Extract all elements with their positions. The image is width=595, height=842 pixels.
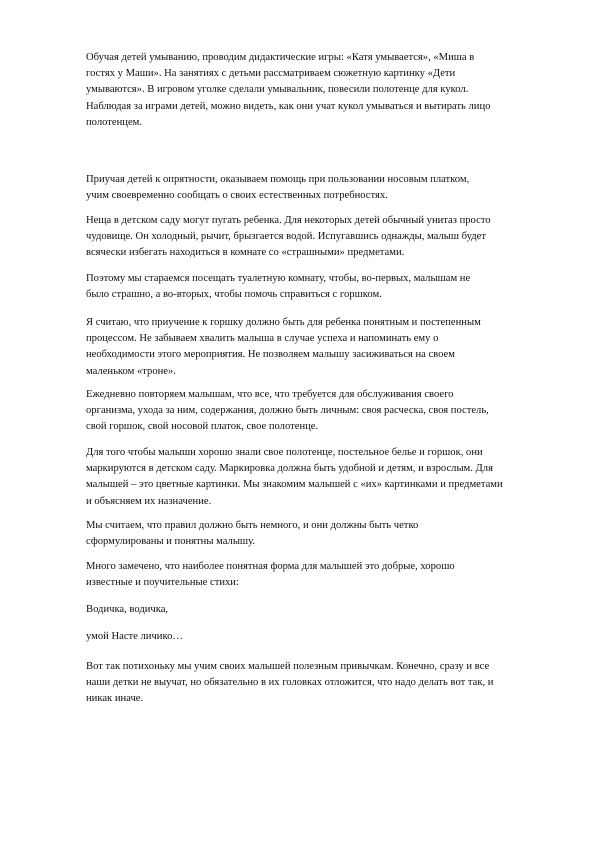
text-line: Для того чтобы малыши хорошо знали свое полотенце, постельное белье и горшок, они (86, 447, 483, 458)
paragraph-2 (86, 172, 554, 204)
text-line: всячески избегать находиться в комнате со «страшными» предметами. (86, 247, 405, 259)
text-line: свой горшок, свой носовой платок, свое полотенце. (86, 421, 319, 433)
text-line: малышей – это цветные картинки. Мы знакомим малышей с «их» картинками и предметами (86, 479, 503, 491)
text-line: Мы считаем, что правил должно быть немного, и они должны быть четко (86, 520, 419, 531)
text-line: Ежедневно повторяем малышам, что все, что требуется для обслуживания своего (86, 389, 454, 400)
text-line: маленьком «троне». (86, 365, 176, 377)
paragraph-3 (86, 213, 554, 262)
text-line: организма, ухода за ним, содержания, должно быть личным: своя расческа, своя постель, (86, 405, 489, 417)
text-line: Поэтому мы стараемся посещать туалетную комнату, чтобы, во-первых, малышам не (86, 273, 471, 284)
paragraph-8 (86, 518, 554, 550)
poem-line-2 (86, 629, 554, 645)
text-line: Наблюдая за играми детей, можно видеть, как они учат кукол умываться и вытирать лицо (86, 100, 491, 112)
paragraph-6 (86, 387, 554, 436)
text-line: умой Насте личико… (86, 631, 183, 642)
text-line: гостях у Маши». На занятиях с детьми рассматриваем сюжетную картинку «Дети (86, 68, 456, 80)
paragraph-final (86, 659, 554, 708)
text-line: необходимости этого мероприятия. Не позволяем малышу засиживаться на своем (86, 349, 455, 361)
text-line: было страшно, а во-вторых, чтобы помочь справиться с горшком. (86, 289, 382, 301)
text-line: учим своевременно сообщать о своих естественных потребностях. (86, 190, 388, 202)
paragraph-9 (86, 559, 554, 591)
paragraph-5 (86, 315, 554, 380)
text-line: Неща в детском саду могут пугать ребенка. Для некоторых детей обычный унитаз просто (86, 215, 491, 226)
text-line: процессом. Не забываем хвалить малыша в случае успеха и напоминать ему о (86, 333, 439, 345)
paragraph-7 (86, 445, 554, 510)
text-line: известные и поучительные стихи: (86, 577, 239, 589)
text-line: умываются». В игровом уголке сделали умывальник, повесили полотенце для кукол. (86, 84, 469, 96)
text-line: наши детки не выучат, но обязательно в их головках отложится, что надо делать вот так, и (86, 677, 494, 689)
text-line: чудовище. Он холодный, рычит, брызгается водой. Испугавшись однажды, малыш будет (86, 231, 486, 243)
text-line: Обучая детей умыванию, проводим дидактические игры: «Катя умывается», «Миша в (86, 52, 475, 63)
paragraph-1 (86, 50, 554, 131)
text-line: Приучая детей к опрятности, оказываем помощь при пользовании носовым платком, (86, 174, 470, 185)
text-line: сформулированы и понятны малышу. (86, 536, 255, 548)
text-line: Вот так потихоньку мы учим своих малышей полезным привычкам. Конечно, сразу и все (86, 661, 490, 672)
text-line: маркируются в детском саду. Маркировка должна быть удобной и детям, и взрослым. Для (86, 463, 493, 475)
text-line: никак иначе. (86, 693, 144, 705)
text-line: Водичка, водичка, (86, 604, 169, 615)
paragraph-4 (86, 271, 554, 303)
poem-line-1 (86, 602, 554, 618)
text-line: и объясняем их назначение. (86, 495, 212, 507)
text-line: Много замечено, что наиболее понятная форма для малышей это добрые, хорошо (86, 561, 455, 572)
text-line: Я считаю, что приучение к горшку должно быть для ребенка понятным и постепенным (86, 317, 481, 328)
text-line: полотенцем. (86, 116, 142, 128)
